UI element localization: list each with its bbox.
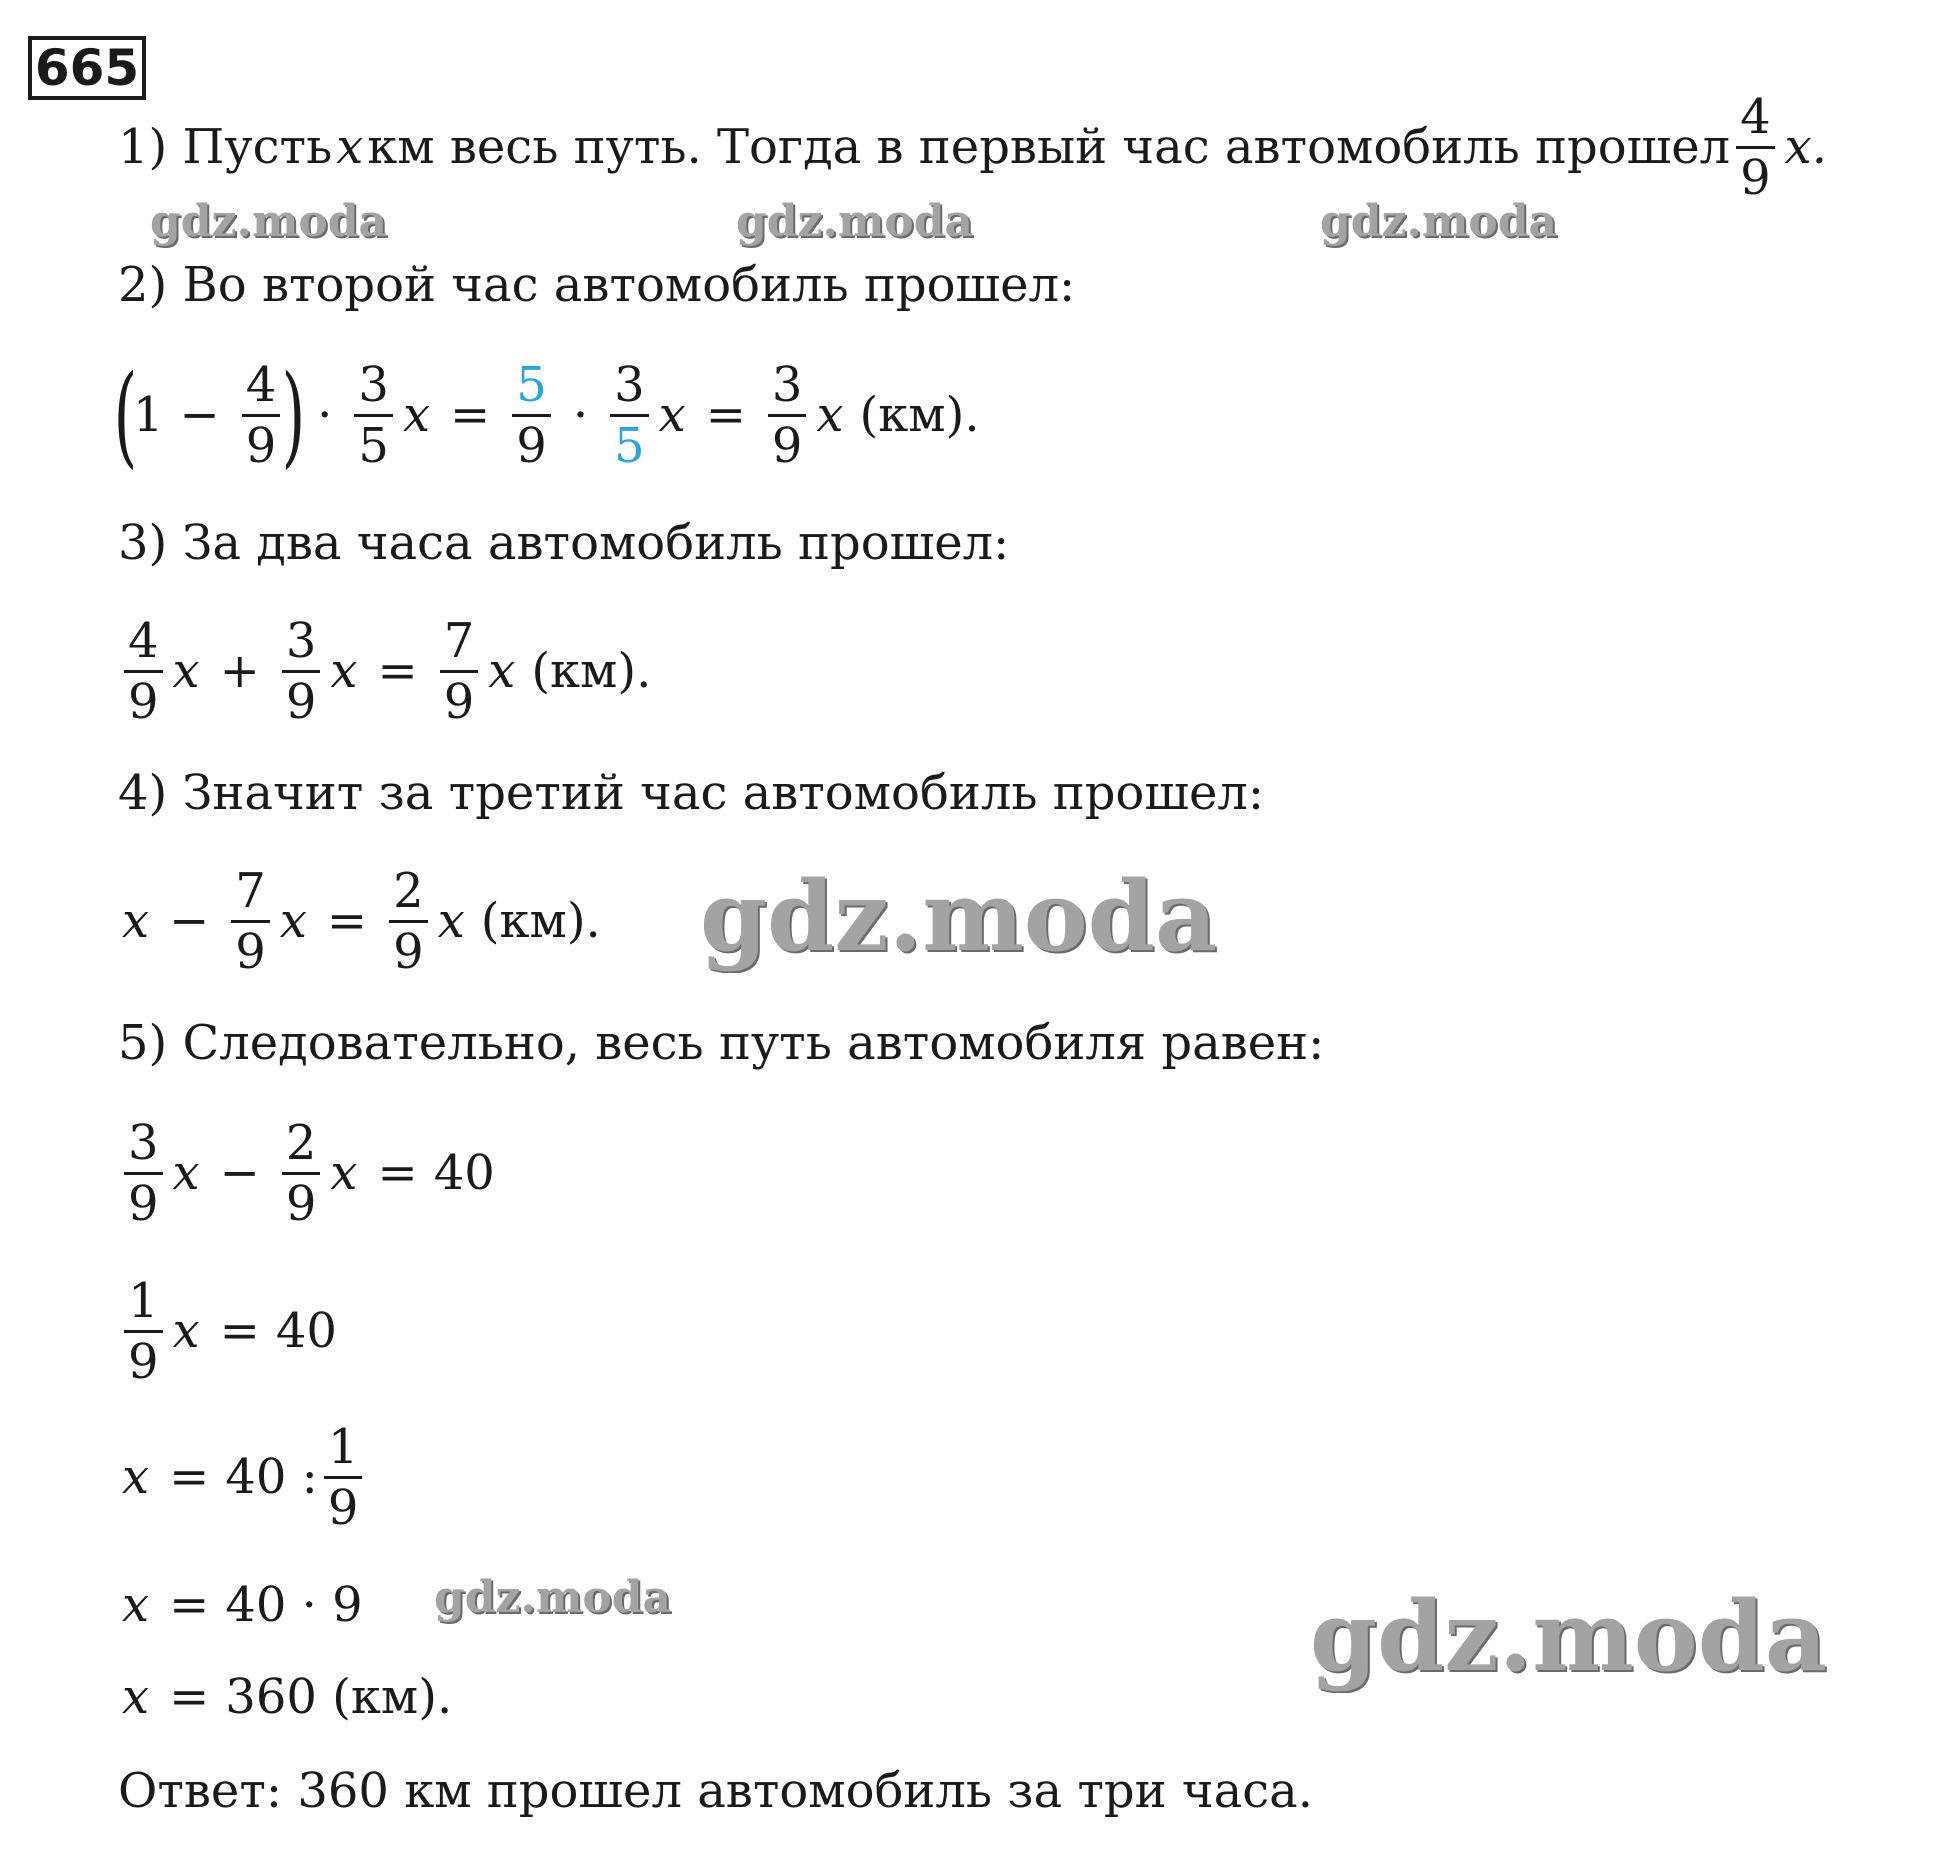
fraction: $\frac{2}{9}$	[389, 862, 428, 981]
equation-3: 4 9 x + $\frac{3}{9}$ x = $\frac{7}{9}$ x (км).	[118, 596, 651, 746]
fraction: 1 9	[324, 1418, 363, 1537]
watermark: gdz.moda	[1320, 196, 1558, 247]
fraction: 3 5	[354, 356, 393, 475]
watermark: gdz.moda	[700, 860, 1218, 973]
equation-7: x = 40 : 1 9	[118, 1402, 368, 1552]
step-1-text-2: км весь путь. Тогда в первый час автомобиль прошел	[367, 119, 1731, 175]
var-x: x	[336, 119, 364, 175]
fraction: $\frac{3}{9}$	[768, 356, 807, 475]
step-5-text: 5) Следовательно, весь путь автомобиля равен:	[118, 1015, 1325, 1071]
watermark: gdz.moda	[434, 1572, 672, 1623]
fraction: 3 9	[124, 1114, 163, 1233]
fraction: 4 9	[124, 612, 163, 731]
equation-9: x = 360 (км).	[122, 1669, 453, 1725]
fraction: 3 5	[610, 356, 649, 475]
fraction: 4 9	[1736, 88, 1775, 207]
equation-2: ( 1 − $\frac{4}{9}$ ) · 3 5 x = $\frac{5}{9}$ · 3 5 x = $\frac{3}{9}$ x (км).	[113, 351, 980, 479]
equation-5: 3 9 x − $\frac{2}{9}$ x = 40	[118, 1098, 495, 1248]
step-2-text: 2) Во второй час автомобиль прошел:	[118, 257, 1076, 313]
var-x-tail: x.	[1784, 119, 1827, 175]
step-4-text: 4) Значит за третий час автомобиль прошел:	[118, 765, 1265, 821]
right-paren: )	[281, 351, 306, 479]
watermark: gdz.moda	[150, 196, 388, 247]
watermark: gdz.moda	[1310, 1580, 1828, 1693]
step-1-text: 1) Пусть	[118, 119, 333, 175]
equation-8: x = 40 · 9	[122, 1577, 363, 1633]
equation-4: x − $\frac{7}{9}$ x = $\frac{2}{9}$ x (км).	[122, 862, 601, 980]
answer: Ответ: 360 км прошел автомобиль за три часа.	[118, 1763, 1313, 1819]
fraction: $\frac{7}{9}$	[440, 612, 479, 731]
step-5	[118, 968, 1324, 1118]
step-3-text: 3) За два часа автомобиль прошел:	[118, 515, 1010, 571]
left-paren: (	[113, 351, 138, 479]
problem-number: 665	[28, 36, 146, 100]
fraction: 1 9	[124, 1272, 163, 1391]
equation-6: 1 9 x = 40	[118, 1256, 337, 1406]
fraction: $\frac{2}{9}$	[282, 1114, 321, 1233]
fraction: $\frac{4}{9}$	[242, 356, 281, 475]
fraction: $\frac{5}{9}$	[512, 356, 551, 475]
fraction: $\frac{7}{9}$	[231, 862, 270, 981]
fraction: $\frac{3}{9}$	[282, 612, 321, 731]
watermark: gdz.moda	[736, 196, 974, 247]
